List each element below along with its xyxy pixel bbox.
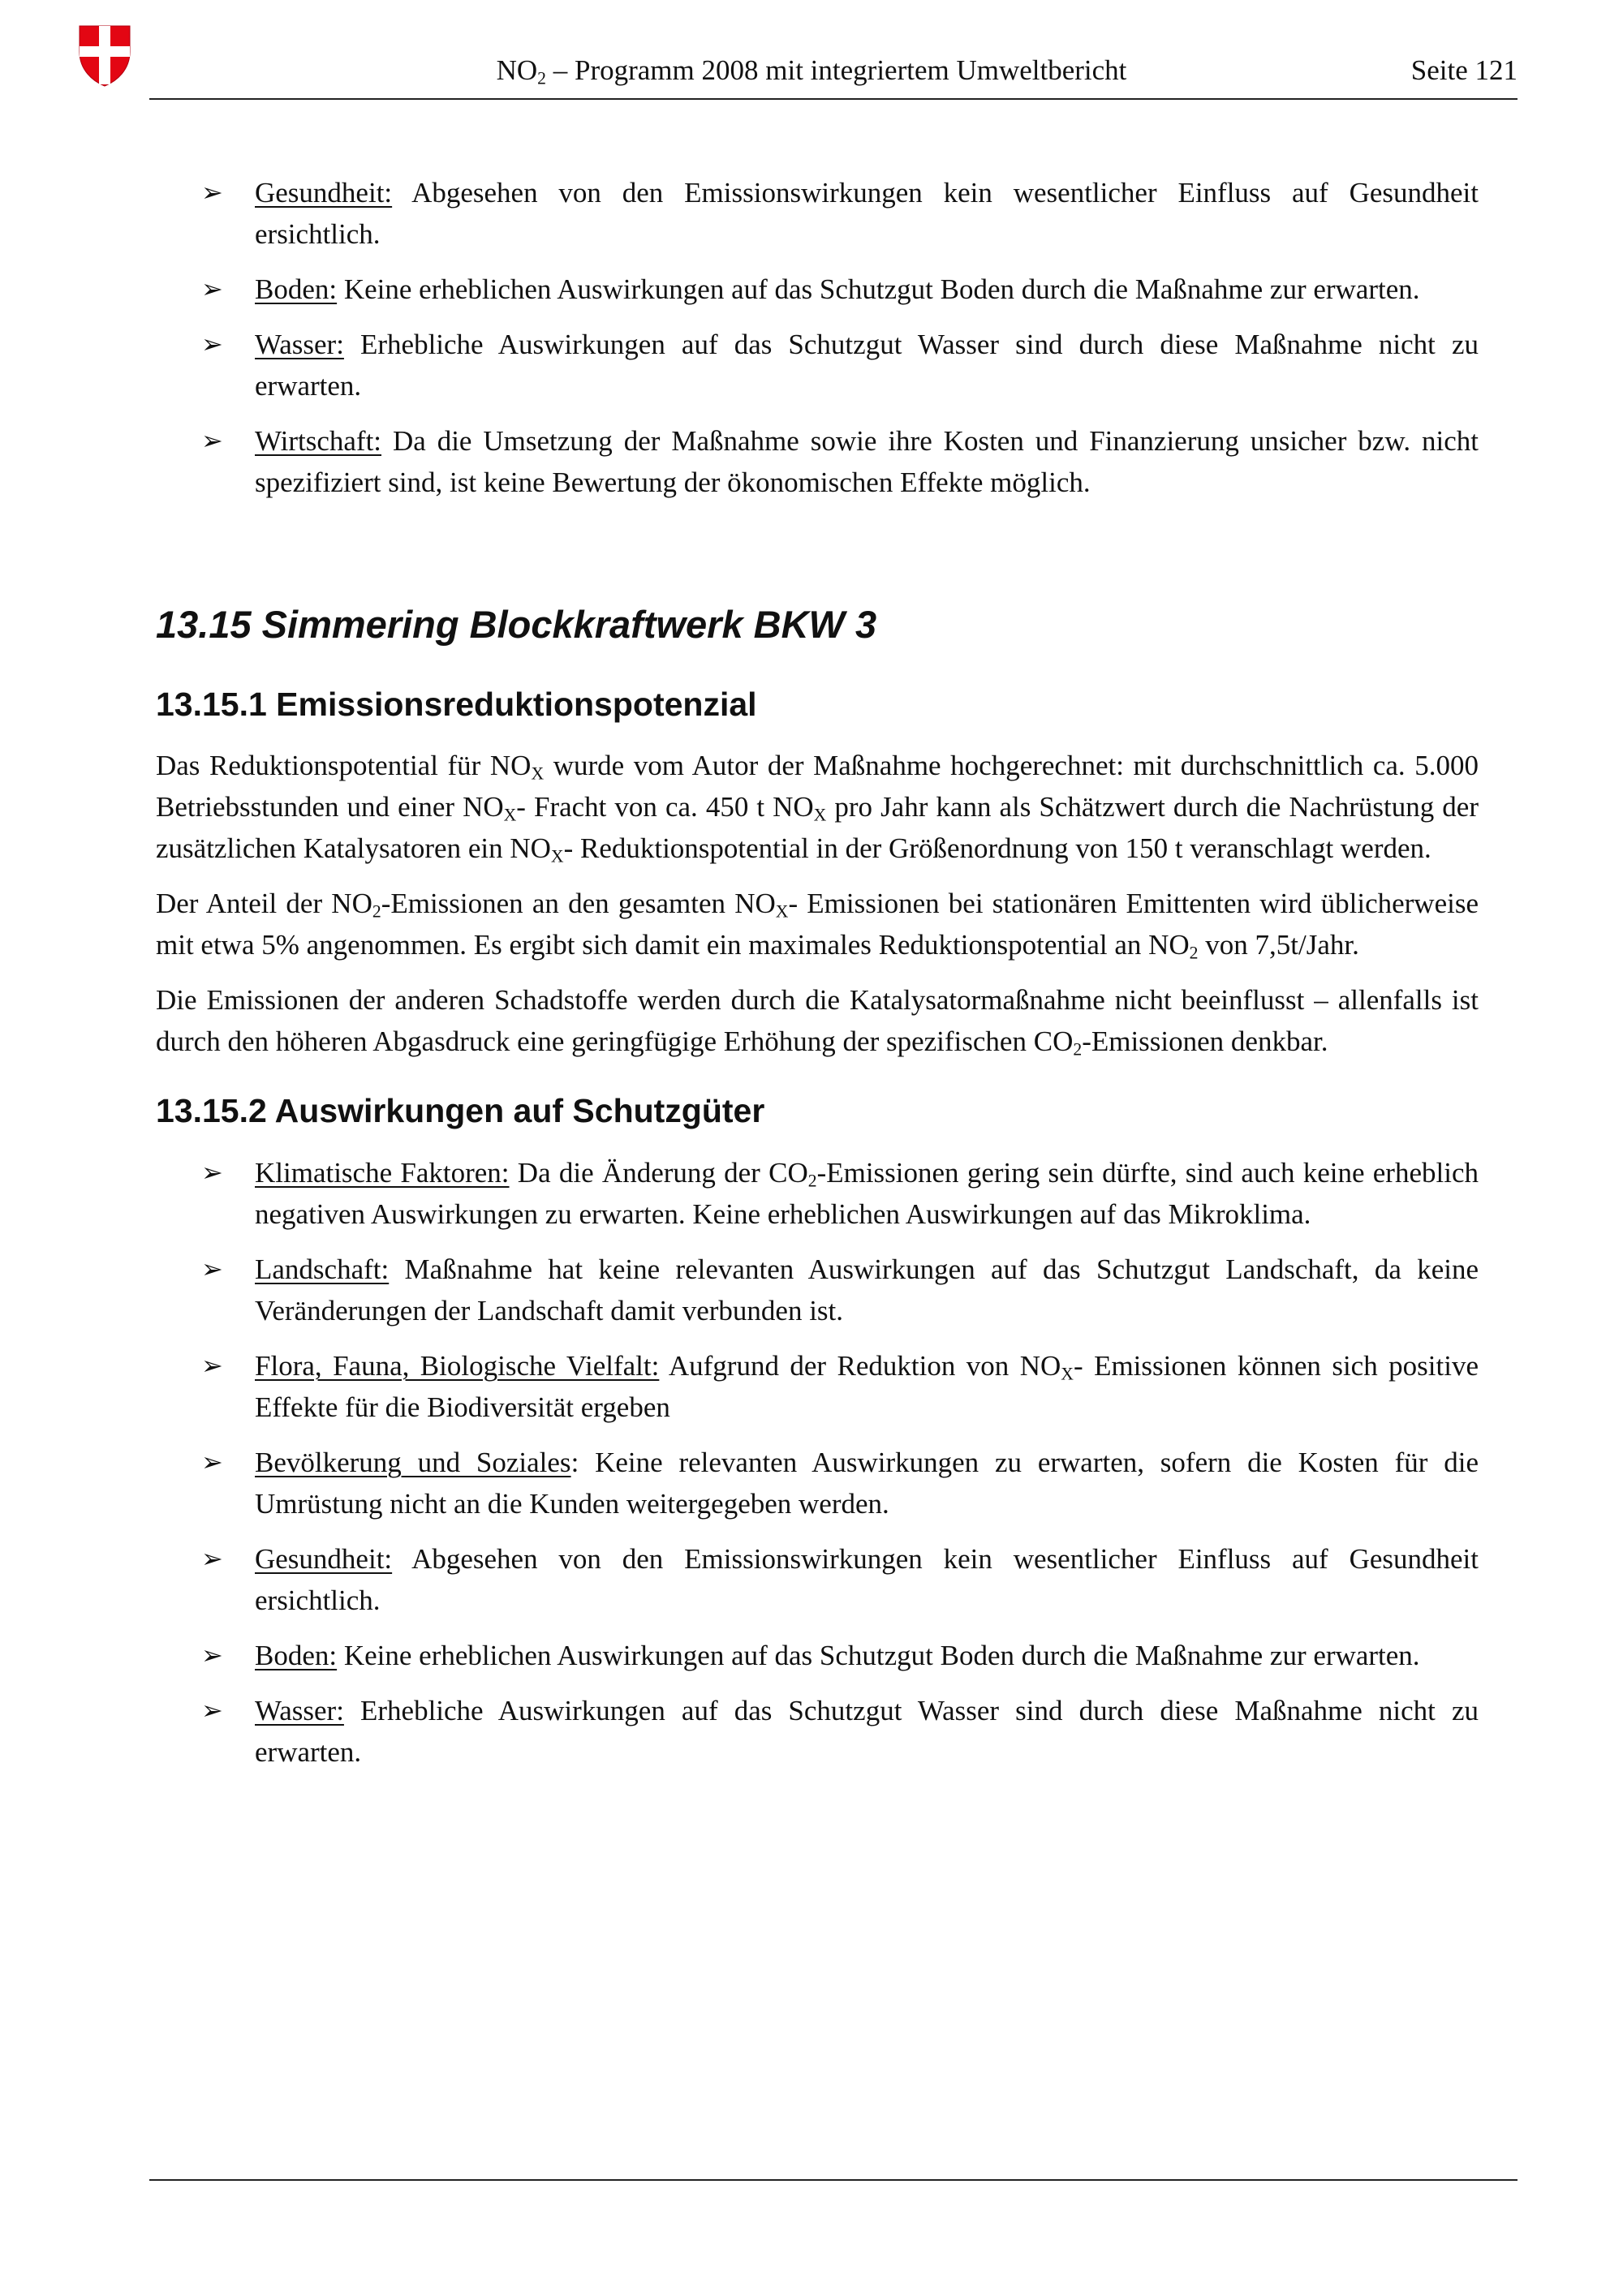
header-rule [149,98,1518,100]
document-body [156,172,1479,1789]
header-title: $NO_2$ – Programm 2008 mit integriertem Umweltbericht [496,54,1127,88]
arrow-bullet-icon: ➢ [201,1349,223,1381]
arrow-bullet-icon: ➢ [201,1446,223,1477]
arrow-bullet-icon: ➢ [201,329,223,359]
list-item: ➢ Gesundheit: Abgesehen von den Emissionswirkungen kein wesentlicher Einfluss auf Gesundheit ersichtlich. [156,1538,1479,1621]
list-item: ➢ Flora, Fauna, Biologische Vielfalt: Aufgrund der Reduktion von $NO_X-$ Emissionen können sich positive Effekte für die Biodiversität ergeben [156,1345,1479,1428]
list-item: ➢ Wirtschaft: Da die Umsetzung der Maßnahme sowie ihre Kosten und Finanzierung unsicher bzw. nicht spezifiziert sind, ist keine Bewertung der ökonomischen Effekte möglich. [156,420,1479,503]
list-item: ➢ Boden: Keine erheblichen Auswirkungen auf das Schutzgut Boden durch die Maßnahme zur erwarten. [156,1635,1479,1676]
paragraph-reduction-potential: Das Reduktionspotential für $NO_X$ wurde vom Autor der Maßnahme hochgerechnet: mit durchschnittlich ca. 5.000 Betriebsstunden und einer $NO_X-$ Fracht von ca. 450 t $NO_X$ pro Jahr kann als Schätzwert durch die Nachrüstung der zusätzlichen Katalysatoren ein $NO_X-$ Reduktionspotential in der Größenordnung von 150 t veranschlagt werden. [156,749,1479,866]
list-item: ➢ Bevölkerung und Soziales: Keine relevanten Auswirkungen zu erwarten, sofern die Kosten für die Umrüstung nicht an die Kunden weitergegeben werden. [156,1442,1479,1524]
list-item: ➢ Boden: Keine erheblichen Auswirkungen auf das Schutzgut Boden durch die Maßnahme zur erwarten. [156,269,1479,310]
arrow-bullet-icon: ➢ [201,1542,223,1574]
list-item: ➢ Landschaft: Maßnahme hat keine relevanten Auswirkungen auf das Schutzgut Landschaft, da keine Veränderungen der Landschaft damit verbunden ist. [156,1249,1479,1331]
arrow-bullet-icon: ➢ [201,425,223,456]
arrow-bullet-icon: ➢ [201,1694,223,1726]
page-number: Seite 121 [1410,54,1518,86]
paragraph-other-pollutants: Die Emissionen der anderen Schadstoffe werden durch die Katalysatormaßnahme nicht beeinflusst – allenfalls ist durch den höheren Abgasdruck eine geringfügige Erhöhung der spezifischen $CO_2$-Emissionen denkbar. [156,983,1479,1059]
list-item: ➢ Wasser: Erhebliche Auswirkungen auf das Schutzgut Wasser sind durch diese Maßnahme nicht zu erwarten. [156,1690,1479,1773]
impact-list-previous [156,172,1479,503]
arrow-bullet-icon: ➢ [201,1253,223,1284]
list-item: ➢ Gesundheit: Abgesehen von den Emissionswirkungen kein wesentlicher Einfluss auf Gesundheit ersichtlich. [156,172,1479,255]
section-heading: 13.15 Simmering Blockkraftwerk BKW 3 [156,603,877,646]
subsection-heading-emission: 13.15.1 Emissionsreduktionspotenzial [156,686,757,724]
arrow-bullet-icon: ➢ [201,273,223,304]
arrow-bullet-icon: ➢ [201,1156,223,1188]
arrow-bullet-icon: ➢ [201,1639,223,1670]
subsection-heading-impacts: 13.15.2 Auswirkungen auf Schutzgüter [156,1091,765,1129]
list-item: ➢ Wasser: Erhebliche Auswirkungen auf das Schutzgut Wasser sind durch diese Maßnahme nicht zu erwarten. [156,324,1479,406]
list-item: ➢ Klimatische Faktoren: Da die Änderung der $CO_2$-Emissionen gering sein dürfte, sind auch keine erheblich negativen Auswirkungen zu erwarten. Keine erheblichen Auswirkungen auf das Mikroklima. [156,1152,1479,1235]
footer-rule [149,2179,1518,2181]
arrow-bullet-icon: ➢ [201,177,223,208]
paragraph-no2-share: Der Anteil der $NO_2$-Emissionen an den gesamten $NO_X-$ Emissionen bei stationären Emittenten wird üblicherweise mit etwa 5% angenommen. Es ergibt sich damit ein maximales Reduktionspotential an $NO_2$ von 7,5t/Jahr. [156,887,1479,962]
impact-list [156,1152,1479,1773]
